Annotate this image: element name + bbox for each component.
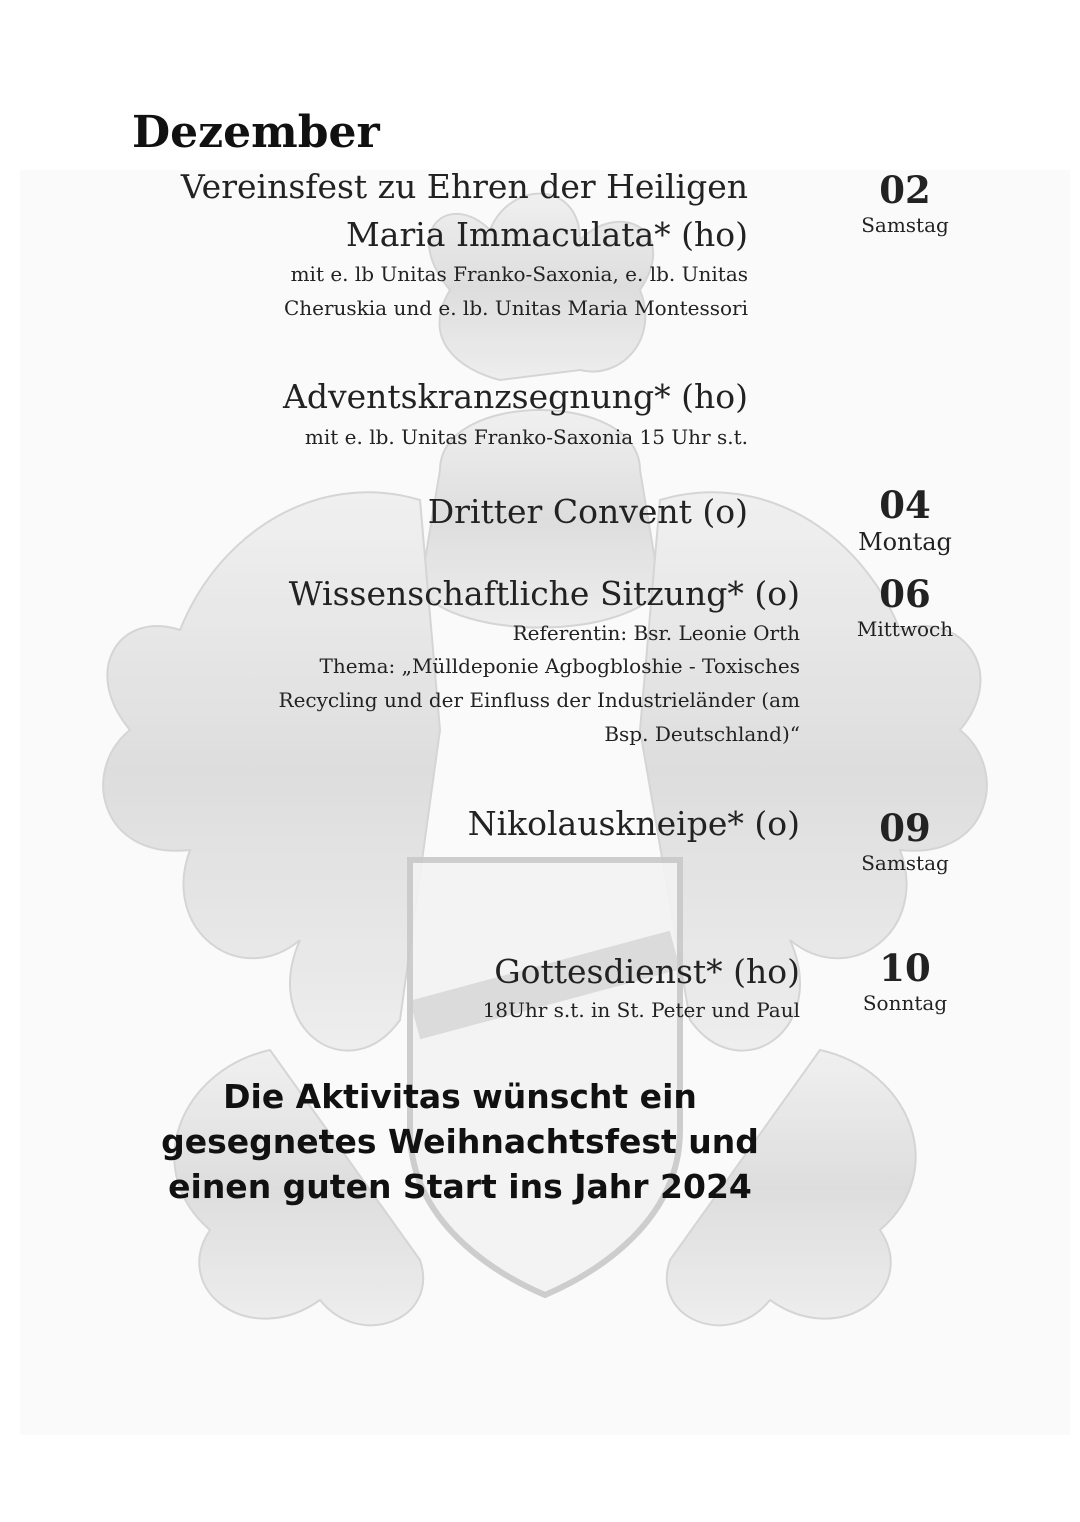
event-detail: Bsp. Deutschland)“ (604, 722, 800, 746)
event-title: Wissenschaftliche Sitzung* (o) (288, 574, 800, 613)
event-detail: Recycling und der Einfluss der Industrieländer (am (278, 688, 800, 712)
event-detail: mit e. lb Unitas Franko-Saxonia, e. lb. Unitas (290, 262, 748, 286)
weekday-label: Samstag (861, 851, 949, 875)
date-block (805, 806, 1005, 876)
date-block (805, 946, 1005, 1016)
date-block (805, 572, 1005, 642)
greeting-line: Die Aktivitas wünscht ein (223, 1077, 697, 1116)
greeting-line: gesegnetes Weihnachtsfest und (161, 1122, 759, 1161)
event-title: Adventskranzsegnung* (ho) (283, 377, 748, 416)
greeting-message (160, 1074, 760, 1209)
event-detail: Thema: „Mülldeponie Agbogbloshie - Toxisches (319, 654, 800, 678)
month-heading: Dezember (132, 107, 380, 158)
event-detail: Referentin: Bsr. Leonie Orth (512, 621, 800, 645)
event-detail: Cheruskia und e. lb. Unitas Maria Montessori (283, 296, 748, 320)
weekday-label: Mittwoch (856, 617, 954, 641)
day-number: 06 (879, 572, 931, 616)
event-title: Nikolauskneipe* (o) (467, 804, 800, 843)
weekday-label: Sonntag (862, 991, 948, 1015)
event-title: Maria Immaculata* (ho) (345, 215, 748, 254)
day-number: 10 (879, 946, 931, 990)
greeting-line: einen guten Start ins Jahr 2024 (168, 1167, 752, 1206)
event-title: Vereinsfest zu Ehren der Heiligen (180, 167, 748, 206)
weekday-label: Montag (858, 528, 952, 556)
date-block (805, 168, 1005, 238)
event-title: Dritter Convent (o) (427, 492, 748, 531)
event-title: Gottesdienst* (ho) (494, 952, 800, 991)
day-number: 02 (879, 168, 931, 212)
event-detail: mit e. lb. Unitas Franko-Saxonia 15 Uhr s.t. (304, 425, 748, 449)
day-number: 04 (879, 483, 931, 527)
day-number: 09 (879, 806, 931, 850)
event-detail: 18Uhr s.t. in St. Peter und Paul (482, 998, 800, 1022)
date-block (805, 483, 1005, 557)
weekday-label: Samstag (861, 213, 949, 237)
